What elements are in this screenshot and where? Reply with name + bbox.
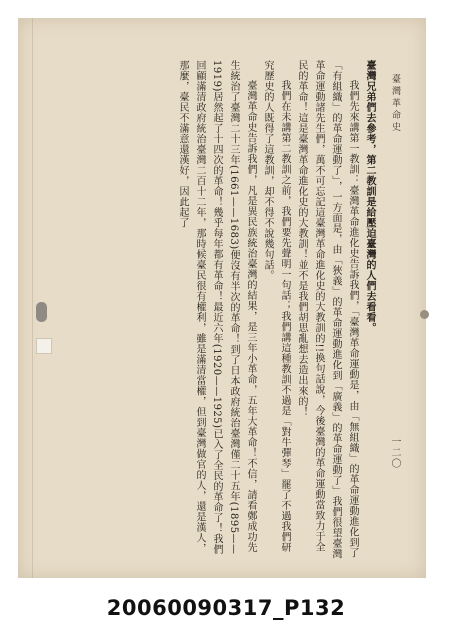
paper-stain: [420, 310, 429, 319]
paragraph: 我們先來講第一教訓：臺灣革命進化史告訴我們，「臺灣革命運動是，由「無組織」的革命運動進化到了「有組織」的革命運動了」，一方面是，由「狹義」的革命運動進化到「廣義」的革命運動了」我們很望臺灣革命運動諸先生們，萬不可忘記這臺灣革命進化史的大教訓的!!換句話說，今後臺灣的革命運動當致力于全民的革命！這是臺灣革命進化史的大教訓！並不是我們胡思亂想去造出來的！: [296, 60, 358, 559]
document-page: [18, 18, 426, 578]
binding-hole: [36, 302, 47, 322]
page-number: 一二〇: [389, 436, 400, 469]
paragraph: 臺灣革命史告訴我們，凡是異民族統治臺灣的結果，是三年小革命，五年大革命！不信，請看鄭成功先生統治了臺灣二十三年(1661——1683)便沒有半次的革命！到了日本政府統治臺灣僅二十五年(1895——1919)居然起了十四次的革命！幾乎每年都有革命！最近六年(1920——1925)已入了全民的革命了！我們回顧滿清政府統治臺灣二百十二年，那時候臺民很有權利，雖是滿清當權，但到臺灣做官的人，還是漢人，那麼，臺民不滿意還漢好，因此起了: [177, 60, 256, 555]
paragraph-lead: 臺灣兄弟們去參考，第二教訓是給壓迫臺灣的人們去看看。: [364, 60, 375, 333]
archive-caption: 20060090317_P132: [106, 596, 346, 620]
body-text: [38, 60, 378, 560]
paragraph: 我們在未講第二教訓之前，我們要先聲明一句話；我們講這種教訓不過是「對牛彈琴」罷了不過我們研究歷史的人既得了這教訓，却不得不說幾句話。: [262, 60, 290, 553]
paper-tab: [36, 338, 52, 354]
running-header: 臺灣革命史: [390, 74, 400, 134]
